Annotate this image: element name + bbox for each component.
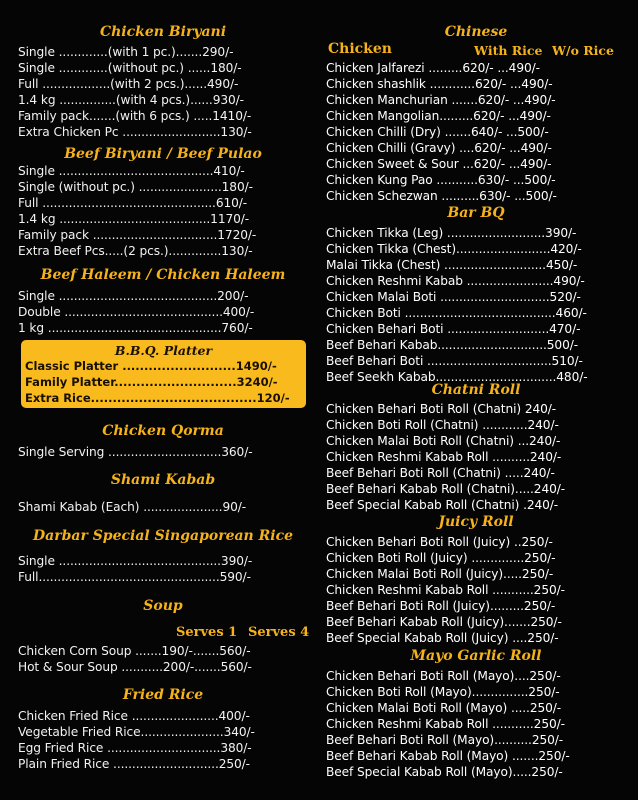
section-title-bar-bq: Bar BQ bbox=[447, 205, 505, 221]
menu-row: Full ..................(with 2 pcs.)......490/- bbox=[18, 77, 239, 91]
menu-row: Chicken Malai Boti .............................520/- bbox=[326, 290, 581, 304]
menu-row: Full................................................590/- bbox=[18, 570, 251, 584]
chinese-chicken-header: Chicken bbox=[328, 41, 392, 57]
menu-row: Family pack.......(with 6 pcs.) .....1410/- bbox=[18, 109, 252, 123]
section-title-soup: Soup bbox=[143, 598, 183, 614]
menu-row: Chicken Sweet & Sour ...620/- ...490/- bbox=[326, 157, 552, 171]
menu-row: Chicken Tikka (Chest).........................420/- bbox=[326, 242, 582, 256]
menu-row: Extra Rice......................................120/- bbox=[25, 391, 290, 405]
menu-row: Classic Platter ..........................1490/- bbox=[25, 359, 277, 373]
soup-serves-1-header: Serves 1 bbox=[176, 625, 238, 640]
soup-serves-4-header: Serves 4 bbox=[248, 625, 310, 640]
menu-row: Double ..........................................400/- bbox=[18, 305, 255, 319]
menu-row: Chicken Fried Rice .......................400/- bbox=[18, 709, 250, 723]
menu-row: Vegetable Fried Rice......................340/- bbox=[18, 725, 255, 739]
menu-row: 1 kg ..............................................760/- bbox=[18, 321, 253, 335]
menu-row: Chicken Chilli (Dry) .......640/- ...500/- bbox=[326, 125, 549, 139]
section-title-shami-kabab: Shami Kabab bbox=[110, 472, 216, 488]
menu-row: Single (without pc.) ......................180/- bbox=[18, 180, 253, 194]
menu-row: Family Platter............................3240/- bbox=[25, 375, 278, 389]
menu-row: Beef Behari Kabab Roll (Mayo) .......250/- bbox=[326, 749, 570, 763]
section-title-singaporean-rice: Darbar Special Singaporean Rice bbox=[33, 528, 293, 544]
menu-row: Beef Behari Boti .................................510/- bbox=[326, 354, 583, 368]
menu-row: Family pack .................................1720/- bbox=[18, 228, 257, 242]
section-title-haleem: Beef Haleem / Chicken Haleem bbox=[40, 267, 286, 283]
menu-row: Chicken Reshmi Kabab Roll ..........240/- bbox=[326, 450, 562, 464]
section-title-mayo-garlic-roll: Mayo Garlic Roll bbox=[410, 648, 542, 664]
section-title-beef-biryani: Beef Biryani / Beef Pulao bbox=[64, 146, 262, 162]
bbq-platter-box bbox=[21, 340, 306, 408]
menu-row: Beef Behari Boti Roll (Mayo)..........250/- bbox=[326, 733, 564, 747]
menu-row: Chicken Reshmi Kabab Roll ...........250/- bbox=[326, 583, 565, 597]
menu-row: Shami Kabab (Each) .....................90/- bbox=[18, 500, 247, 514]
menu-row: Beef Seekh Kabab................................480/- bbox=[326, 370, 588, 384]
section-title-juicy-roll: Juicy Roll bbox=[438, 514, 514, 530]
menu-row: Single .............(with 1 pc.).......290/- bbox=[18, 45, 234, 59]
menu-row: Chicken Schezwan ..........630/- ...500/- bbox=[326, 189, 557, 203]
menu-row: Beef Special Kabab Roll (Mayo).....250/- bbox=[326, 765, 563, 779]
menu-row: Chicken Reshmi Kabab .......................490/- bbox=[326, 274, 585, 288]
menu-row: Beef Behari Kabab Roll (Juicy).......250/- bbox=[326, 615, 562, 629]
section-title-chicken-qorma: Chicken Qorma bbox=[102, 423, 224, 439]
menu-row: Beef Behari Boti Roll (Juicy).........250/- bbox=[326, 599, 556, 613]
menu-row: Chicken Malai Boti Roll (Mayo) .....250/- bbox=[326, 701, 562, 715]
menu-row: Extra Chicken Pc ..........................130/- bbox=[18, 125, 252, 139]
section-title-chicken-biryani: Chicken Biryani bbox=[99, 24, 227, 40]
menu-row: Chicken Malai Boti Roll (Juicy).....250/- bbox=[326, 567, 554, 581]
menu-row: Beef Behari Kabab Roll (Chatni).....240/- bbox=[326, 482, 566, 496]
menu-row: Hot & Sour Soup ...........200/-.......560/- bbox=[18, 660, 252, 674]
menu-row: Chicken Reshmi Kabab Roll ...........250/- bbox=[326, 717, 565, 731]
with-rice-header: With Rice bbox=[474, 43, 543, 58]
without-rice-header: W/o Rice bbox=[552, 43, 614, 58]
section-title-fried-rice: Fried Rice bbox=[122, 687, 204, 703]
menu-row: Chicken Boti Roll (Mayo)...............250/- bbox=[326, 685, 560, 699]
menu-row: Single ..........................................200/- bbox=[18, 289, 249, 303]
menu-row: Single Serving ..............................360/- bbox=[18, 445, 253, 459]
menu-row: Beef Behari Kabab.............................500/- bbox=[326, 338, 579, 352]
menu-row: Single .........................................410/- bbox=[18, 164, 245, 178]
menu-row: Chicken Mangolian.........620/- ...490/- bbox=[326, 109, 551, 123]
menu-row: Chicken Malai Boti Roll (Chatni) ...240/- bbox=[326, 434, 561, 448]
menu-row: Chicken shashlik ............620/- ...490/- bbox=[326, 77, 553, 91]
menu-row: Chicken Boti Roll (Juicy) ..............250/- bbox=[326, 551, 556, 565]
menu-row: Chicken Behari Boti Roll (Juicy) ..250/- bbox=[326, 535, 553, 549]
section-title-bbq-platter: B.B.Q. Platter bbox=[114, 343, 213, 358]
menu-row: Full ..............................................610/- bbox=[18, 196, 248, 210]
menu-row: Beef Special Kabab Roll (Juicy) ....250/- bbox=[326, 631, 559, 645]
menu-row: Plain Fried Rice ............................250/- bbox=[18, 757, 250, 771]
menu-row: Chicken Boti ........................................460/- bbox=[326, 306, 587, 320]
menu-row: Extra Beef Pcs.....(2 pcs.)..............130/- bbox=[18, 244, 253, 258]
section-title-chinese: Chinese bbox=[444, 24, 508, 40]
menu-row: Chicken Tikka (Leg) ..........................390/- bbox=[326, 226, 577, 240]
menu-row: Beef Special Kabab Roll (Chatni) .240/- bbox=[326, 498, 559, 512]
menu-row: Chicken Behari Boti Roll (Chatni) 240/- bbox=[326, 402, 557, 416]
menu-row: Egg Fried Rice ..............................380/- bbox=[18, 741, 252, 755]
menu-row: Chicken Kung Pao ...........630/- ...500/- bbox=[326, 173, 556, 187]
menu-row: Chicken Corn Soup .......190/-.......560/- bbox=[18, 644, 251, 658]
section-title-chatni-roll: Chatni Roll bbox=[431, 382, 521, 398]
menu-row: Chicken Manchurian .......620/- ...490/- bbox=[326, 93, 556, 107]
menu-row: 1.4 kg ...............(with 4 pcs.)......930/- bbox=[18, 93, 244, 107]
menu-row: Chicken Behari Boti ...........................470/- bbox=[326, 322, 581, 336]
menu-row: Chicken Behari Boti Roll (Mayo)....250/- bbox=[326, 669, 561, 683]
menu-row: Malai Tikka (Chest) ...........................450/- bbox=[326, 258, 578, 272]
menu-row: Chicken Chilli (Gravy) ....620/- ...490/- bbox=[326, 141, 552, 155]
menu-row: Chicken Boti Roll (Chatni) ............240/- bbox=[326, 418, 559, 432]
menu-row: Beef Behari Boti Roll (Chatni) .....240/- bbox=[326, 466, 555, 480]
menu-row: Chicken Jalfarezi .........620/- ...490/- bbox=[326, 61, 540, 75]
menu-row: 1.4 kg ........................................1170/- bbox=[18, 212, 250, 226]
menu-row: Single .............(without pc.) ......180/- bbox=[18, 61, 242, 75]
menu-row: Single ...........................................390/- bbox=[18, 554, 253, 568]
